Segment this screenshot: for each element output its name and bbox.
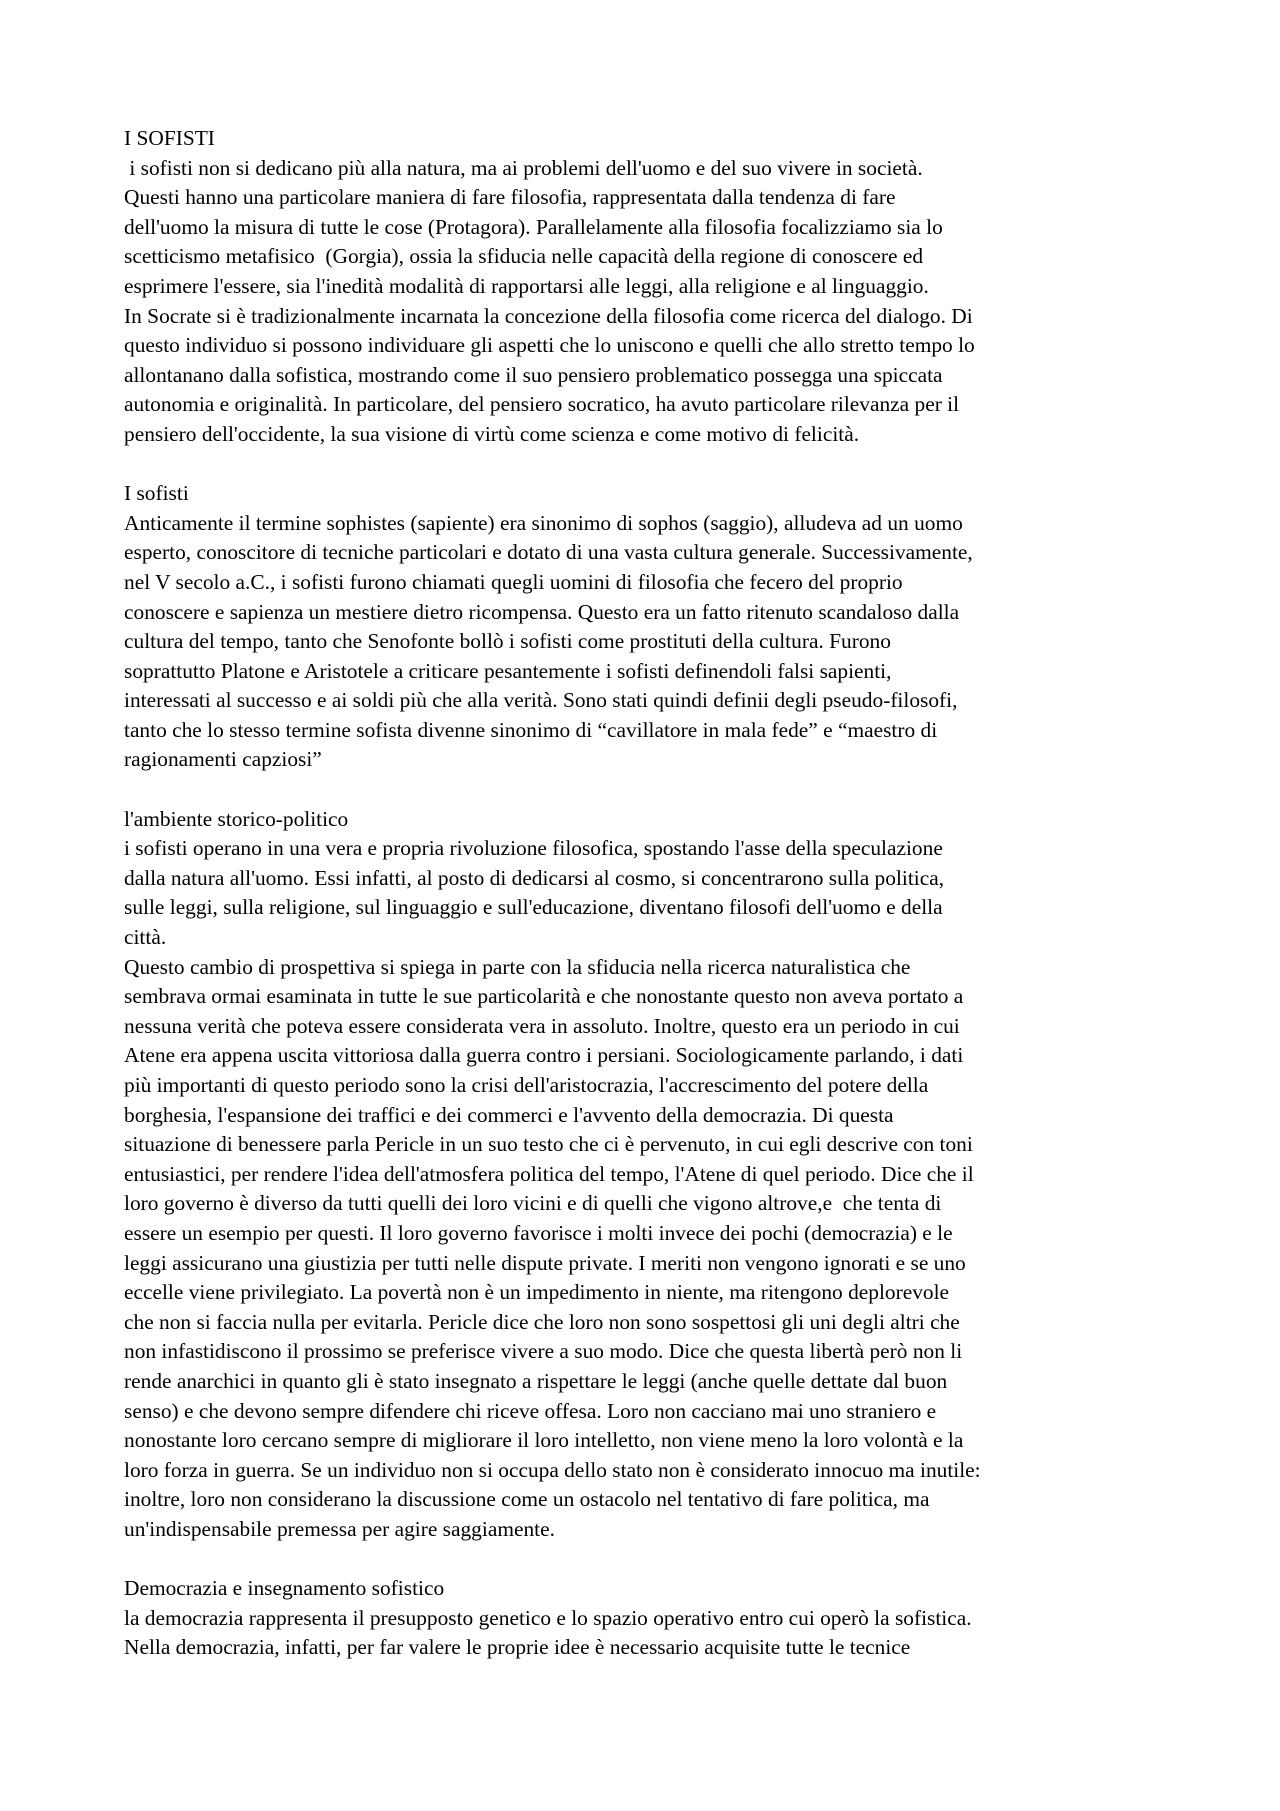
paragraph-gap — [124, 1545, 1164, 1575]
section-heading: I sofisti — [124, 481, 189, 506]
text-line: dell'uomo la misura di tutte le cose (Protagora). Parallelamente alla filosofia focalizziamo sia lo — [124, 214, 943, 239]
text-line: inoltre, loro non considerano la discussione come un ostacolo nel tentativo di fare politica, ma — [124, 1487, 930, 1512]
paragraph-gap — [124, 450, 1164, 480]
text-line: rende anarchici in quanto gli è stato insegnato a rispettare le leggi (anche quelle dettate dal buon — [124, 1368, 948, 1393]
text-line: loro governo è diverso da tutti quelli dei loro vicini e di quelli che vigono altrove,e che tenta di — [124, 1191, 942, 1216]
text-line: cultura del tempo, tanto che Senofonte bollò i sofisti come prostituti della cultura. Furono — [124, 629, 891, 654]
text-line: un'indispensabile premessa per agire saggiamente. — [124, 1516, 555, 1541]
text-line: questo individuo si possono individuare gli aspetti che lo uniscono e quelli che allo stretto tempo lo — [124, 333, 975, 358]
text-line: dalla natura all'uomo. Essi infatti, al posto di dedicarsi al cosmo, si concentrarono sulla politica, — [124, 865, 945, 890]
text-line: conoscere e sapienza un mestiere dietro ricompensa. Questo era un fatto ritenuto scandaloso dalla — [124, 599, 960, 624]
text-line: allontanano dalla sofistica, mostrando come il suo pensiero problematico possegga una spiccata — [124, 362, 943, 387]
section-heading: I SOFISTI — [124, 126, 215, 150]
paragraph-gap — [124, 775, 1164, 805]
text-line: nel V secolo a.C., i sofisti furono chiamati quegli uomini di filosofia che fecero del proprio — [124, 569, 903, 594]
text-line: soprattutto Platone e Aristotele a criticare pesantemente i sofisti definendoli falsi sapienti, — [124, 658, 892, 683]
text-line: eccelle viene privilegiato. La povertà non è un impedimento in niente, ma ritengono deplorevole — [124, 1280, 950, 1305]
text-line: nessuna verità che poteva essere considerata vera in assoluto. Inoltre, questo era un periodo in cui — [124, 1013, 960, 1038]
text-line: i sofisti non si dedicano più alla natura, ma ai problemi dell'uomo e del suo vivere in società. — [124, 155, 923, 180]
text-line: loro forza in guerra. Se un individuo non si occupa dello stato non è considerato innocuo ma inutile: — [124, 1457, 981, 1482]
text-line: borghesia, l'espansione dei traffici e dei commerci e l'avvento della democrazia. Di questa — [124, 1102, 894, 1127]
section-i-sofisti — [124, 479, 1164, 775]
text-line: che non si faccia nulla per evitarla. Pericle dice che loro non sono sospettosi gli uni degli altri che — [124, 1309, 960, 1334]
text-line: la democrazia rappresenta il presupposto genetico e lo spazio operativo entro cui operò la sofistica. — [124, 1605, 972, 1630]
text-line: situazione di benessere parla Pericle in un suo testo che ci è pervenuto, in cui egli descrive con toni — [124, 1132, 973, 1157]
text-line: Questi hanno una particolare maniera di fare filosofia, rappresentata dalla tendenza di fare — [124, 185, 896, 210]
text-line: nonostante loro cercano sempre di migliorare il loro intelletto, non viene meno la loro volontà e la — [124, 1428, 964, 1453]
text-line: esprimere l'essere, sia l'inedità modalità di rapportarsi alle leggi, alla religione e al linguaggio. — [124, 273, 929, 298]
section-heading: Democrazia e insegnamento sofistico — [124, 1576, 445, 1601]
text-line: leggi assicurano una giustizia per tutti nelle dispute private. I meriti non vengono ignorati e se uno — [124, 1250, 966, 1275]
text-line: Questo cambio di prospettiva si spiega in parte con la sfiducia nella ricerca naturalistica che — [124, 954, 911, 979]
section-ambiente-storico-politico — [124, 805, 1164, 1545]
text-line: esperto, conoscitore di tecniche particolari e dotato di una vasta cultura generale. Successivamente, — [124, 540, 973, 565]
text-line: sulle leggi, sulla religione, sul linguaggio e sull'educazione, diventano filosofi dell'uomo e della — [124, 895, 943, 920]
text-line: i sofisti operano in una vera e propria rivoluzione filosofica, spostando l'asse della speculazione — [124, 836, 943, 861]
text-line: città. — [124, 925, 167, 950]
section-i-sofisti-intro — [124, 124, 1164, 450]
text-line: senso) e che devono sempre difendere chi riceve offesa. Loro non cacciano mai uno straniero e — [124, 1398, 937, 1423]
text-line: sembrava ormai esaminata in tutte le sue particolarità e che nonostante questo non aveva portato a — [124, 984, 964, 1009]
text-line: entusiastici, per rendere l'idea dell'atmosfera politica del tempo, l'Atene di quel periodo. Dice che il — [124, 1161, 974, 1186]
text-line: ragionamenti capziosi” — [124, 747, 322, 772]
text-line: Anticamente il termine sophistes (sapiente) era sinonimo di sophos (saggio), alludeva ad un uomo — [124, 510, 963, 535]
text-line: non infastidiscono il prossimo se preferisce vivere a suo modo. Dice che questa libertà però non li — [124, 1339, 963, 1364]
section-democrazia — [124, 1574, 1164, 1663]
text-line: scetticismo metafisico (Gorgia), ossia la sfiducia nelle capacità della regione di conoscere ed — [124, 244, 924, 269]
text-line: pensiero dell'occidente, la sua visione di virtù come scienza e come motivo di felicità. — [124, 421, 860, 446]
text-line: tanto che lo stesso termine sofista divenne sinonimo di “cavillatore in mala fede” e “maestro di — [124, 717, 938, 742]
section-heading: l'ambiente storico-politico — [124, 806, 349, 831]
text-line: autonomia e originalità. In particolare, del pensiero socratico, ha avuto particolare rilevanza per il — [124, 392, 960, 417]
text-line: essere un esempio per questi. Il loro governo favorisce i molti invece dei pochi (democrazia) e le — [124, 1220, 953, 1245]
text-line: Atene era appena uscita vittoriosa dalla guerra contro i persiani. Sociologicamente parlando, i dati — [124, 1043, 964, 1068]
text-line: più importanti di questo periodo sono la crisi dell'aristocrazia, l'accrescimento del potere della — [124, 1073, 929, 1097]
document-page — [124, 124, 1164, 1663]
text-line: In Socrate si è tradizionalmente incarnata la concezione della filosofia come ricerca del dialogo. Di — [124, 303, 973, 328]
text-line: Nella democrazia, infatti, per far valere le proprie idee è necessario acquisite tutte le tecnice — [124, 1635, 911, 1660]
text-line: interessati al successo e ai soldi più che alla verità. Sono stati quindi definii degli pseudo-filosofi, — [124, 688, 958, 713]
